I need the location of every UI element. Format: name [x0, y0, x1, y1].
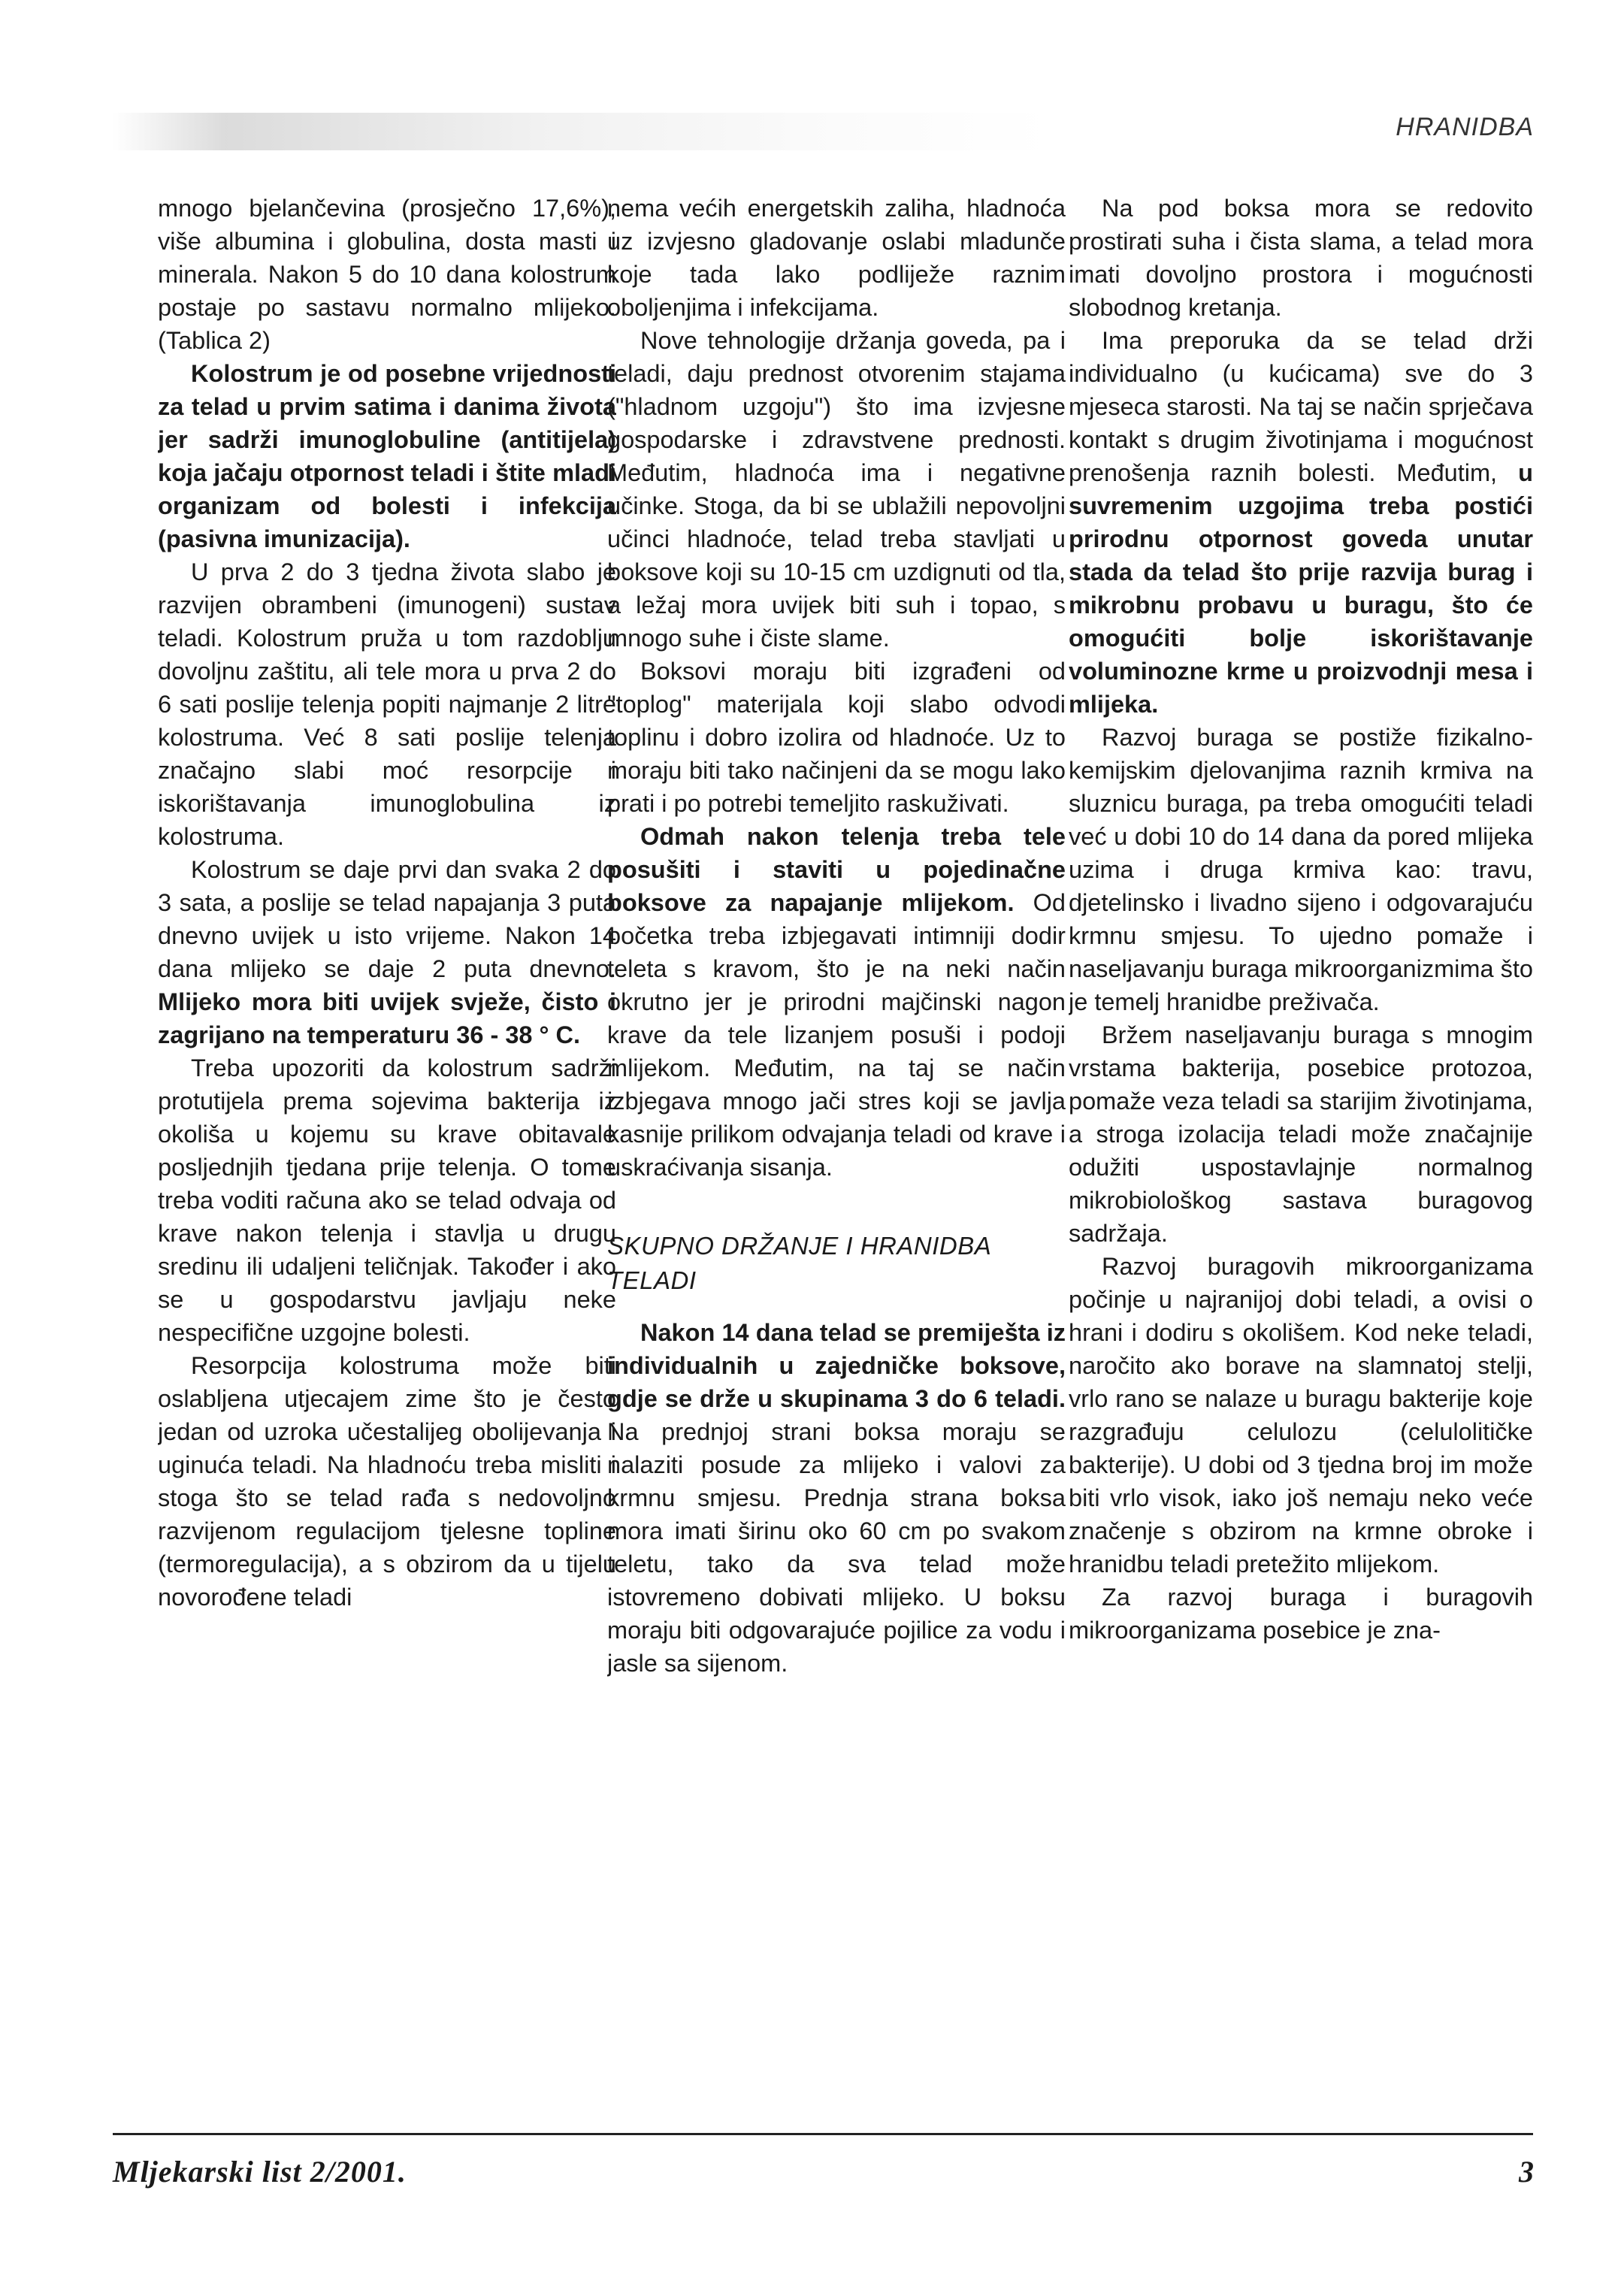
page-number: 3 — [1519, 2155, 1534, 2189]
paragraph: Boksovi moraju biti izgrađeni od "toplog" materijala koji slabo odvodi toplinu i dobro izolira od hladnoće. Uz to moraju biti tako načinjeni da se mogu lako prati i po potrebi temeljito raskuživati. — [607, 658, 1066, 817]
paragraph-bold — [158, 357, 616, 555]
paragraph: Resorpcija kolostruma može biti oslabljena utjecajem zime što je često jedan od uzroka učestalijeg obolijevanja i uginuća teladi. Na hladnoću treba misliti i stoga što se telad rađa s nedovoljno razvijenom regulacijom tjelesne topline (termoregulacija), a s obzirom da u tijelu novorođene teladi — [158, 1352, 616, 1611]
paragraph: U prva 2 do 3 tjedna života slabo je razvijen obrambeni (imunogeni) sustav teladi. Kolostrum pruža u tom razdoblju dovoljnu zaštitu, ali tele mora u prva 2 do 6 sati poslije telenja popiti najmanje 2 litre kolostruma. Već 8 sati poslije telenja značajno slabi moć resorpcije i iskorištavanja imunoglobulina iz kolostruma. — [158, 558, 616, 850]
footer-divider — [113, 2133, 1533, 2135]
paragraph: Treba upozoriti da kolostrum sadrži protutijela prema sojevima bakterija iz okoliša u kojemu su krave obitavale posljednjih tjedana prije telenja. O tome treba voditi računa ako se telad odvaja od krave nakon telenja i stavlja u drugu sredinu ili udaljeni teličnjak. Također i ako se u gospodarstvu javljaju neke nespecifične uzgojne bolesti. — [158, 1054, 616, 1346]
paragraph — [158, 853, 616, 1051]
bold-text: Kolostrum je od posebne vrijednosti za telad u prvim satima i danima života jer sadrži imunoglobuline (antitijela) koja jačaju otpornost teladi i štite mladi organizam od bolesti i infekcija (pasivna imunizacija). — [158, 360, 616, 552]
paragraph — [1069, 324, 1533, 721]
paragraph: nema većih energetskih zaliha, hladnoća uz izvjesno gladovanje oslabi mladunče koje tada lako podliježe raznim oboljenjima i infekcijama. — [607, 195, 1066, 321]
bold-text: Mlijeko mora biti uvijek svježe, čisto i zagrijano na temperaturu 36 - 38 ° C. — [158, 988, 616, 1048]
section-title: HRANIDBA — [1396, 113, 1534, 141]
subheading: SKUPNO DRŽANJE I HRANIDBA TELADI — [607, 1232, 991, 1294]
bold-text: Odmah nakon telenja treba tele posušiti i staviti u pojedinačne boksove za napajanje mlijekom. — [607, 823, 1066, 916]
normal-text: Ima preporuka da se telad drži individualno (u kućicama) sve do 3 mjeseca starosti. Na taj se način sprječava kontakt s drugim životinjama i mogućnost prenošenja raznih bolesti. Međutim, — [1069, 327, 1533, 486]
normal-text: Od početka treba izbjegavati intimniji dodir teleta s kravom, što je na neki način okrutno jer je prirodni majčinski nagon krave da tele lizanjem posuši i podoji mlijekom. Međutim, na taj se način izbjegava mnogo jači stres koji se javlja kasnije prilikom odvajanja teladi od krave i uskraćivanja sisanja. — [607, 889, 1066, 1181]
paragraph: Nove tehnologije držanja goveda, pa i teladi, daju prednost otvorenim stajama ("hladnom uzgoju") što ima izvjesne gospodarske i zdravstvene prednosti. Međutim, hladnoća ima i negativne učinke. Stoga, da bi se ublažili nepovoljni učinci hladnoće, telad treba stavljati u boksove koji su 10-15 cm uzdignuti od tla, a ležaj mora uvijek biti suh i topao, s mnogo suhe i čiste slame. — [607, 327, 1066, 652]
normal-text: Na prednjoj strani boksa moraju se nalaziti posude za mlijeko i valovi za krmnu smjesu. Prednja strana boksa mora imati širinu oko 60 cm po svakom teletu, tako da sva telad može istovremeno dobivati mlijeko. U boksu moraju biti odgovarajuće pojilice za vodu i jasle sa sijenom. — [607, 1418, 1066, 1677]
normal-text: Kolostrum se daje prvi dan svaka 2 do 3 sata, a poslije se telad napajanja 3 puta dnevno uvijek u isto vrijeme. Nakon 14 dana mlijeko se daje 2 puta dnevno. — [158, 856, 616, 982]
paragraph: Za razvoj buraga i buragovih mikroorganizama posebice je zna- — [1069, 1584, 1533, 1644]
header-decorative-band — [113, 113, 1052, 150]
bold-text: Nakon 14 dana telad se premiješta iz individualnih u zajedničke boksove, gdje se drže u skupinama 3 do 6 teladi. — [607, 1319, 1066, 1412]
paragraph: Na pod boksa mora se redovito prostirati suha i čista slama, a telad mora imati dovoljno prostora i mogućnosti slobodnog kretanja. — [1069, 195, 1533, 321]
text-column-1 — [158, 192, 616, 2093]
text-column-3 — [1069, 192, 1533, 2093]
bold-text: u suvremenim uzgojima treba postići prirodnu otpornost goveda unutar stada da telad što prije razvija burag i mikrobnu probavu u buragu, što će omogućiti bolje iskorištavanje voluminozne krme u proizvodnji mesa i mlijeka. — [1069, 459, 1533, 718]
journal-title: Mljekarski list 2/2001. — [113, 2155, 407, 2189]
paragraph: Razvoj buraga se postiže fizikalno-kemijskim djelovanjima raznih krmiva na sluznicu buraga, pa treba omogućiti teladi već u dobi 10 do 14 dana da pored mlijeka uzima i druga krmiva kao: travu, djetelinsko i livadno sijeno i odgovarajuću krmnu smjesu. To ujedno pomaže i naseljavanju buraga mikroorganizmima što je temelj hranidbe preživača. — [1069, 724, 1533, 1015]
text-column-2 — [607, 192, 1066, 2093]
paragraph — [607, 1316, 1066, 1680]
paragraph: mnogo bjelančevina (prosječno 17,6%), više albumina i globulina, dosta masti i minerala. Nakon 5 do 10 dana kolostrum postaje po sastavu normalno mlijeko. (Tablica 2) — [158, 195, 616, 354]
paragraph: Razvoj buragovih mikroorganizama počinje u najranijoj dobi teladi, a ovisi o hrani i dodiru s okolišem. Kod neke teladi, naročito ako borave na slamnatoj stelji, vrlo rano se nalaze u buragu bakterije koje razgrađuju celulozu (celulolitičke bakterije). U dobi od 3 tjedna broj im može biti vrlo visok, iako još nemaju neko veće značenje s obzirom na krmne obroke i hranidbu teladi pretežito mlijekom. — [1069, 1253, 1533, 1578]
paragraph: Bržem naseljavanju buraga s mnogim vrstama bakterija, posebice protozoa, pomaže veza teladi sa starijim životinjama, a stroga izolacija teladi može značajnije odužiti uspostavlajnje normalnog mikrobiološkog sastava buragovog sadržaja. — [1069, 1021, 1533, 1247]
paragraph — [607, 820, 1066, 1184]
